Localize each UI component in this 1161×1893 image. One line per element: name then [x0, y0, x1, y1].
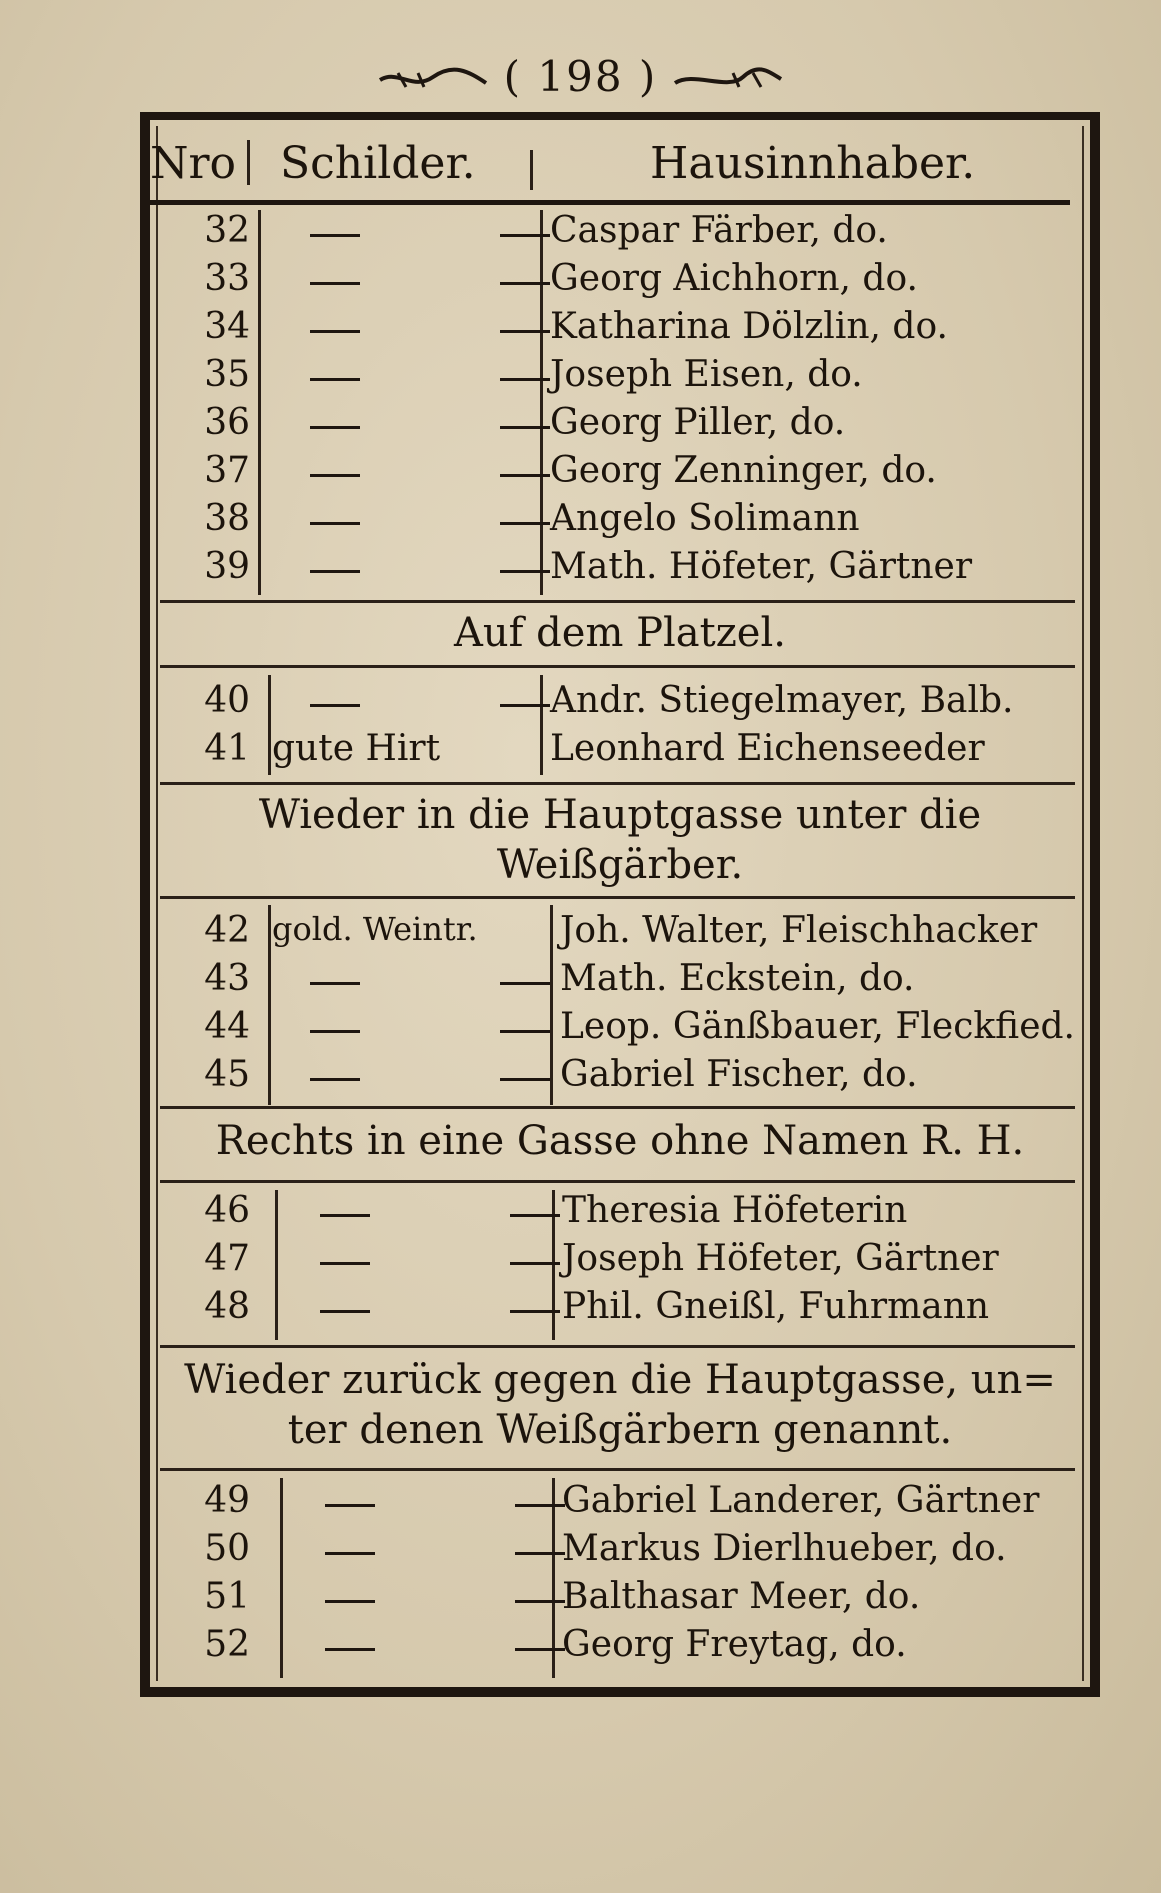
header-divider: [530, 150, 533, 190]
owner-name: Markus Dierlhueber, do.: [562, 1528, 1007, 1569]
owner-name: Angelo Solimann: [550, 498, 860, 539]
owner-name: Andr. Stiegelmayer, Balb.: [550, 680, 1014, 721]
section-rule: [160, 782, 1075, 785]
ditto-marks: [310, 210, 550, 237]
house-number: 45: [204, 1054, 250, 1095]
ditto-marks: [325, 1576, 565, 1603]
owner-name: Math. Eckstein, do.: [560, 958, 915, 999]
section-rule: [160, 665, 1075, 668]
header-owner: Hausinnhaber.: [650, 138, 976, 189]
ditto-marks: [310, 546, 550, 573]
section-heading: [150, 790, 1090, 890]
owner-name: Georg Freytag, do.: [562, 1624, 907, 1665]
house-number: 43: [204, 958, 250, 999]
house-number: 51: [204, 1576, 250, 1617]
ditto-marks: [320, 1238, 560, 1265]
ditto-marks: [310, 450, 550, 477]
section-heading-line: Wieder zurück gegen die Hauptgasse, un=: [184, 1357, 1056, 1403]
house-number: 40: [204, 680, 250, 721]
ditto-marks: [310, 680, 550, 707]
ditto-marks: [310, 354, 550, 381]
house-number: 49: [204, 1480, 250, 1521]
table-row: [150, 728, 1090, 776]
house-number: 32: [204, 210, 250, 251]
header-sign: Schilder.: [280, 138, 476, 189]
owner-name: Gabriel Fischer, do.: [560, 1054, 918, 1095]
section-rule: [160, 1345, 1075, 1348]
section-heading: Auf dem Platzel.: [454, 610, 786, 656]
ditto-marks: [325, 1624, 565, 1651]
ditto-marks: [310, 498, 550, 525]
owner-name: Georg Zenninger, do.: [550, 450, 937, 491]
table-row: [150, 1480, 1090, 1528]
table-row: [150, 1054, 1090, 1102]
house-number: 48: [204, 1286, 250, 1327]
ditto-marks: [325, 1480, 565, 1507]
table-row: [150, 1238, 1090, 1286]
header-nro: Nro: [150, 138, 237, 189]
table-row: [150, 402, 1090, 450]
column-headers: [150, 128, 1090, 198]
section-rule: [160, 600, 1075, 603]
ditto-marks: [310, 402, 550, 429]
ditto-marks: [310, 1054, 550, 1081]
house-number: 36: [204, 402, 250, 443]
house-number: 33: [204, 258, 250, 299]
section-heading-line: ter denen Weißgärbern genannt.: [287, 1407, 953, 1453]
table-row: [150, 1624, 1090, 1672]
house-number: 34: [204, 306, 250, 347]
section-rule: [160, 896, 1075, 899]
ditto-marks: [310, 306, 550, 333]
owner-name: Georg Piller, do.: [550, 402, 846, 443]
header-rule: [150, 200, 1070, 205]
section-heading: [150, 1355, 1090, 1455]
owner-name: Theresia Höfeterin: [562, 1190, 908, 1231]
table-row: [150, 1528, 1090, 1576]
owner-name: Georg Aichhorn, do.: [550, 258, 918, 299]
table-row: [150, 498, 1090, 546]
owner-name: Caspar Färber, do.: [550, 210, 888, 251]
owner-name: Gabriel Landerer, Gärtner: [562, 1480, 1040, 1521]
ditto-marks: [310, 1006, 550, 1033]
section-rule: [160, 1180, 1075, 1183]
house-number: 52: [204, 1624, 250, 1665]
section-rule: [160, 1106, 1075, 1109]
left-ornament-icon: [378, 67, 488, 93]
ditto-marks: [310, 958, 550, 985]
house-sign: gute Hirt: [272, 728, 441, 769]
house-number: 38: [204, 498, 250, 539]
page-header: [0, 52, 1161, 101]
owner-name: Phil. Gneißl, Fuhrmann: [562, 1286, 990, 1327]
owner-name: Joseph Höfeter, Gärtner: [562, 1238, 999, 1279]
ditto-marks: [320, 1190, 560, 1217]
house-sign: gold. Weintr.: [272, 910, 478, 948]
ditto-marks: [325, 1528, 565, 1555]
table-row: [150, 958, 1090, 1006]
page-number: ( 198 ): [503, 52, 658, 101]
section-heading-line: Weißgärber.: [496, 842, 744, 888]
table-row: [150, 1576, 1090, 1624]
section-rule: [160, 1468, 1075, 1471]
house-number: 50: [204, 1528, 250, 1569]
ditto-marks: [320, 1286, 560, 1313]
table-row: [150, 1190, 1090, 1238]
table-row: [150, 450, 1090, 498]
table-row: [150, 546, 1090, 594]
table-row: [150, 354, 1090, 402]
table-row: [150, 910, 1090, 958]
house-number: 47: [204, 1238, 250, 1279]
table-row: [150, 258, 1090, 306]
house-number: 44: [204, 1006, 250, 1047]
table-row: [150, 306, 1090, 354]
house-number: 46: [204, 1190, 250, 1231]
house-number: 39: [204, 546, 250, 587]
house-number: 35: [204, 354, 250, 395]
house-number: 37: [204, 450, 250, 491]
section-heading: Rechts in eine Gasse ohne Namen R. H.: [215, 1118, 1025, 1164]
ditto-marks: [310, 258, 550, 285]
house-number: 42: [204, 910, 250, 951]
right-ornament-icon: [673, 67, 783, 93]
owner-name: Leop. Gänßbauer, Fleckfied.: [560, 1006, 1075, 1047]
owner-name: Katharina Dölzlin, do.: [550, 306, 948, 347]
owner-name: Joh. Walter, Fleischhacker: [560, 910, 1038, 951]
owner-name: Leonhard Eichenseeder: [550, 728, 985, 769]
house-number: 41: [204, 728, 250, 769]
table-row: [150, 680, 1090, 728]
table-row: [150, 210, 1090, 258]
table-row: [150, 1286, 1090, 1334]
owner-name: Joseph Eisen, do.: [550, 354, 863, 395]
owner-name: Math. Höfeter, Gärtner: [550, 546, 973, 587]
table-row: [150, 1006, 1090, 1054]
owner-name: Balthasar Meer, do.: [562, 1576, 921, 1617]
section-heading-line: Wieder in die Hauptgasse unter die: [258, 792, 982, 838]
header-divider: [247, 140, 250, 185]
